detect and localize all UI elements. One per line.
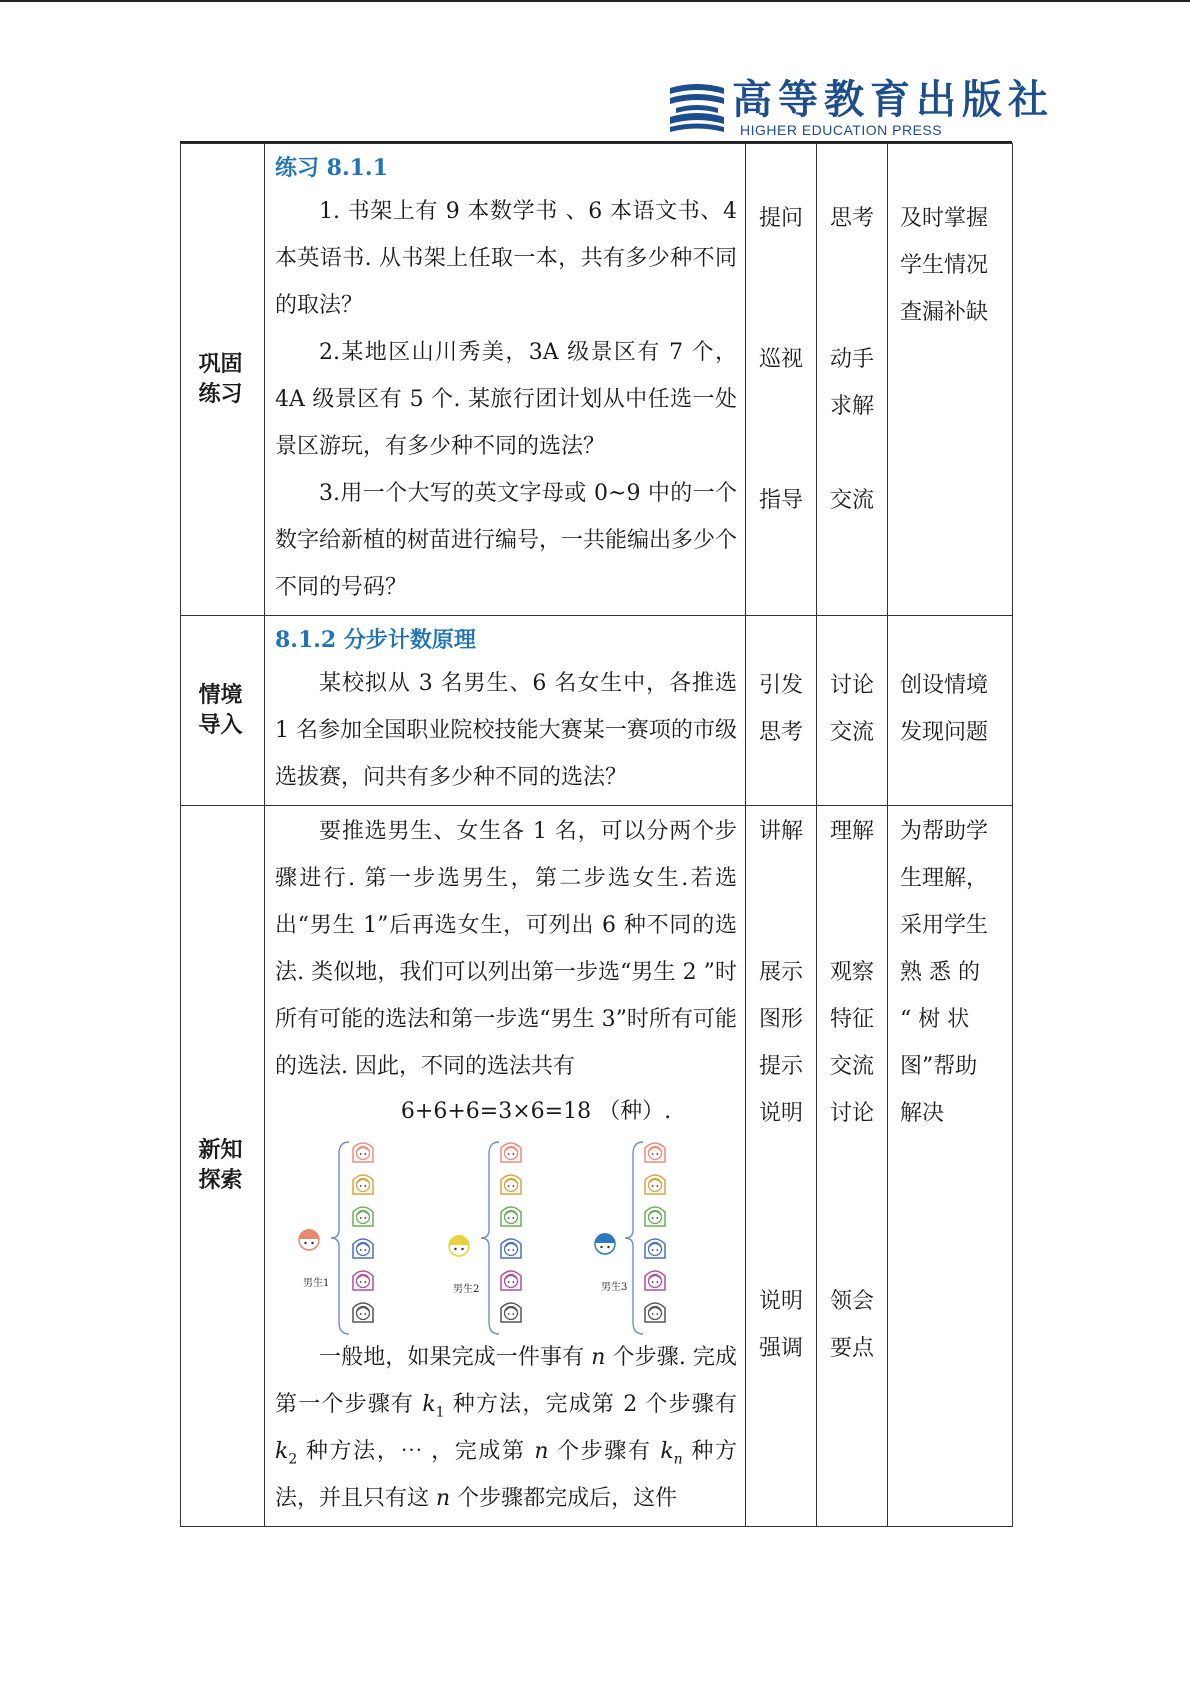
goal-line: 为帮助学 [900, 819, 989, 844]
girl-icon [645, 1303, 665, 1322]
intro-heading: 8.1.2 分步计数原理 [275, 627, 476, 653]
activity-item: 交流 [829, 488, 874, 513]
girl-icon [353, 1239, 373, 1258]
bracket-line [625, 1142, 643, 1334]
activity-item: 讨论 [829, 673, 874, 698]
section-label-intro [181, 616, 265, 806]
girl-icon [645, 1207, 665, 1226]
activity-item: 特征 [829, 1007, 874, 1032]
girl-icon [353, 1143, 373, 1162]
intro-text: 某校拟从 3 名男生、6 名女生中，各推选 1 名参加全国职业院校技能大赛某一赛项的市级选拔赛，问共有多少种不同的选法？ [275, 671, 737, 790]
top-border [0, 0, 1190, 2]
explore-text-1: 要推选男生、女生各 1 名，可以分两个步骤进行. 第一步选男生，第二步选女生.若选出“男生 1”后再选女生，可列出 6 种不同的选法. 类似地，我们可以列出第一步选“男生 2 ”时所有可能的选法和第一步选“男生 3”时所有可能的选法. 因此，不同的选法共有 [275, 819, 737, 1079]
girl-icon [501, 1303, 521, 1322]
girl-icon [501, 1143, 521, 1162]
explore-content [265, 806, 746, 1527]
activity-item: 要点 [829, 1336, 874, 1361]
activity-item: 提问 [758, 206, 803, 231]
goal-line: 发现问题 [900, 720, 989, 745]
girl-icon [353, 1303, 373, 1322]
text-run: 种方法，并且只有这 [275, 1439, 737, 1511]
activity-item: 讲解 [758, 819, 803, 844]
activity-item: 领会 [829, 1289, 874, 1314]
student-activity-practice [817, 144, 888, 616]
design-intent-intro [888, 616, 1013, 806]
activity-item: 思考 [758, 720, 803, 745]
activity-item: 提示 [758, 1054, 803, 1079]
teacher-activity-intro [746, 616, 817, 806]
publisher-logo [666, 76, 1054, 140]
girl-icon [645, 1239, 665, 1258]
bracket-line [331, 1142, 349, 1334]
activity-item: 指导 [758, 488, 803, 513]
girl-icon [501, 1207, 521, 1226]
girl-icon [645, 1175, 665, 1194]
activity-item: 引发 [758, 673, 803, 698]
boy-icon [299, 1229, 319, 1250]
text-run: 个步骤都完成后，这件 [450, 1486, 678, 1511]
row-explore [181, 806, 1013, 1527]
intro-content [265, 616, 746, 806]
lesson-plan-table [180, 143, 1013, 1527]
activity-item: 展示 [758, 960, 803, 985]
label-line: 探索 [198, 1168, 243, 1193]
activity-item: 说明 [758, 1101, 803, 1126]
boy-icon [595, 1233, 615, 1254]
girl-icon [501, 1175, 521, 1194]
formula: 6+6+6=3×6=18 （种）. [400, 1099, 672, 1124]
activity-item: 动手 [829, 347, 874, 372]
boy-label-3: 男生3 [601, 1282, 628, 1293]
goal-line: 创设情境 [900, 673, 989, 698]
explore-text-2 [275, 1334, 737, 1522]
activity-item: 求解 [829, 394, 874, 419]
activity-item: 巡视 [758, 347, 803, 372]
design-intent-practice [888, 144, 1013, 616]
problem-1: 1. 书架上有 9 本数学书 、6 本语文书、4 本英语书. 从书架上任取一本，共有多少种不同的取法？ [275, 199, 737, 318]
subscript: 1 [435, 1404, 445, 1421]
var-k: k [660, 1439, 674, 1464]
boy-icon [449, 1235, 469, 1256]
boy-label-2: 男生2 [453, 1284, 480, 1295]
section-label-explore [181, 806, 265, 1527]
activity-item: 思考 [829, 206, 874, 231]
activity-item: 讨论 [829, 1101, 874, 1126]
teacher-activity-explore [746, 806, 817, 1527]
var-n: n [591, 1345, 606, 1370]
boy-label-1: 男生1 [303, 1278, 330, 1289]
var-n: n [534, 1439, 549, 1464]
text-run: 种方法，完成第 2 个步骤有 [444, 1392, 737, 1417]
text-run: 个步骤有 [548, 1439, 661, 1464]
activity-item: 观察 [829, 960, 874, 985]
subscript: n [673, 1451, 683, 1468]
publisher-name-en: HIGHER EDUCATION PRESS [740, 122, 943, 138]
activity-item: 图形 [758, 1007, 803, 1032]
problem-2: 2.某地区山川秀美，3A 级景区有 7 个，4A 级景区有 5 个. 某旅行团计划从中任选一处景区游玩，有多少种不同的选法？ [275, 340, 737, 459]
label-line: 巩固 [198, 351, 243, 377]
var-k: k [422, 1392, 436, 1417]
label-line: 练习 [198, 381, 243, 407]
publisher-name-cn: 高等教育出版社 [732, 76, 1054, 123]
var-n: n [436, 1486, 451, 1511]
girl-icon [353, 1207, 373, 1226]
student-activity-explore [817, 806, 888, 1527]
goal-line: 及时掌握 [900, 206, 989, 231]
text-run: 个步骤. 完成第一个步骤有 [275, 1345, 737, 1417]
label-line: 情境 [198, 682, 243, 708]
girl-icon [353, 1271, 373, 1290]
activity-item: 交流 [829, 720, 874, 745]
label-line: 新知 [198, 1138, 243, 1163]
girl-icon [501, 1239, 521, 1258]
activity-item: 强调 [758, 1336, 803, 1361]
activity-item: 说明 [758, 1289, 803, 1314]
goal-line: 生理解， [900, 866, 989, 891]
row-practice [181, 144, 1013, 616]
goal-line: 采用学生 [900, 913, 989, 938]
goal-line: 学生情况 [900, 253, 989, 278]
student-activity-intro [817, 616, 888, 806]
practice-heading: 练习 8.1.1 [275, 155, 388, 181]
row-intro [181, 616, 1013, 806]
goal-line: 解决 [900, 1101, 945, 1126]
goal-line: 查漏补缺 [900, 300, 989, 325]
var-k: k [275, 1439, 289, 1464]
design-intent-explore [888, 806, 1013, 1527]
text-run: 种方法，⋯ ，完成第 [297, 1439, 535, 1464]
teacher-activity-practice [746, 144, 817, 616]
text-run: 一般地，如果完成一件事有 [319, 1345, 592, 1370]
girl-icon [645, 1271, 665, 1290]
activity-item: 交流 [829, 1054, 874, 1079]
practice-content [265, 144, 746, 616]
girl-icon [501, 1271, 521, 1290]
bracket-line [481, 1142, 499, 1334]
subscript: 2 [288, 1451, 298, 1468]
tree-diagram-svg [275, 1136, 735, 1340]
goal-line: 图”帮助 [900, 1054, 978, 1079]
label-line: 导入 [198, 712, 243, 738]
problem-3: 3.用一个大写的英文字母或 0~9 中的一个数字给新植的树苗进行编号，一共能编出多少个不同的号码？ [275, 481, 738, 600]
activity-item: 理解 [829, 819, 874, 844]
section-label-practice [181, 144, 265, 616]
tree-diagram [275, 1136, 737, 1340]
press-emblem-icon [666, 82, 728, 134]
goal-line: 熟 悉 的 [900, 960, 980, 985]
girl-icon [645, 1143, 665, 1162]
goal-line: “ 树 状 [900, 1007, 970, 1032]
girl-icon [353, 1175, 373, 1194]
